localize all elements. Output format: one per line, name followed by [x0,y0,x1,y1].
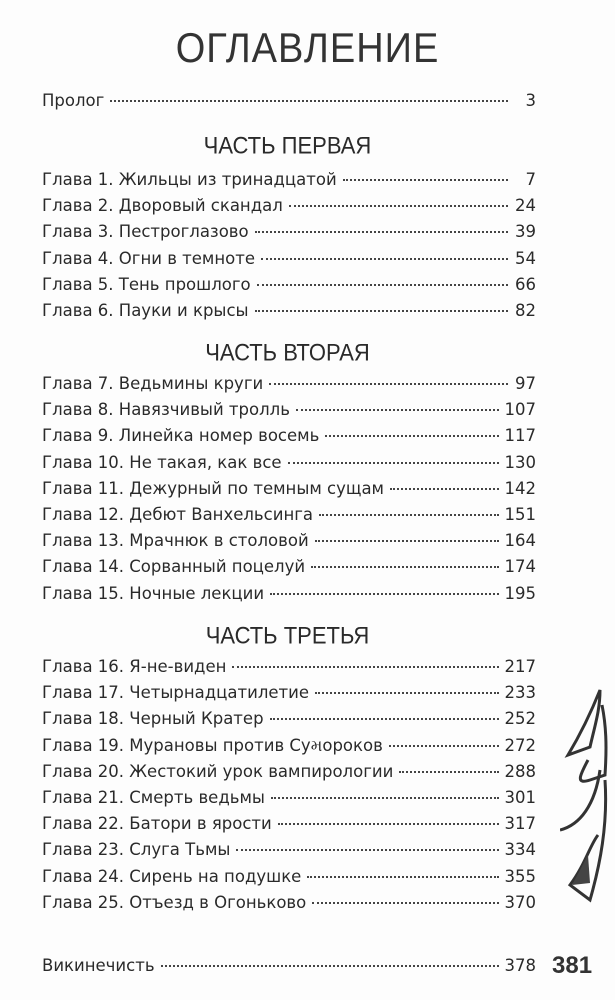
entry-page: 151 [504,505,536,524]
entry-title: Глава 23. Слуга Тьмы [42,840,231,860]
entry-page: 233 [504,683,536,703]
toc-entry[interactable] [42,301,536,325]
entry-title: Глава 1. Жильцы из тринадцатой [42,170,337,189]
entry-page: 66 [515,274,536,294]
dot-leader [255,231,508,233]
entry-title: Глава 22. Батори в ярости [42,814,272,834]
dot-leader [288,462,499,464]
toc-entry[interactable] [42,788,536,812]
toc-entry[interactable] [42,453,536,477]
part-heading: ЧАСТЬ ТРЕТЬЯ [205,621,370,650]
entry-page: 97 [515,374,536,393]
ornament-eye-drawing [560,685,610,915]
entry-title: Глава 16. Я-не-виден [42,657,227,676]
entry-page: 378 [504,956,536,975]
entry-page: 334 [504,840,536,860]
entry-title: Глава 17. Четырнадцатилетие [42,683,310,703]
dot-leader [278,823,499,825]
entry-page: 288 [504,761,536,781]
entry-title: Глава 20. Жестокий урок вампирологии [42,761,394,781]
toc-entry[interactable] [42,584,536,608]
dot-leader [315,692,498,694]
toc-entry[interactable] [42,426,536,450]
entry-page: 54 [515,248,536,268]
entry-title: Глава 13. Мрачнюк в столовой [42,531,309,551]
dot-leader [236,849,498,851]
entry-page: 272 [504,735,536,755]
entry-page: 355 [504,866,536,886]
toc-entry[interactable] [42,91,536,115]
entry-page: 164 [504,531,536,551]
entry-title: Глава 24. Сирень на подушке [42,866,302,886]
toc-entry[interactable] [42,814,536,838]
entry-title: Глава 8. Навязчивый тролль [42,400,290,420]
toc-entry[interactable] [42,374,536,398]
dot-leader [325,435,498,437]
dot-leader [307,876,498,878]
toc-entry[interactable] [42,683,536,707]
entry-page: 301 [504,788,536,807]
dot-leader [255,310,508,312]
entry-page: 3 [525,91,536,110]
entry-page: 7 [525,170,536,189]
entry-page: 217 [504,657,536,676]
entry-title: Глава 15. Ночные лекции [42,583,265,603]
toc-entry[interactable] [42,956,536,980]
toc-entry[interactable] [42,893,536,917]
entry-page: 317 [504,814,536,834]
entry-title: Глава 11. Дежурный по темным сущам [42,478,384,498]
dot-leader [343,179,508,181]
toc-entry[interactable] [42,275,536,299]
toc-entry[interactable] [42,505,536,529]
toc-entry[interactable] [42,170,536,194]
entry-page: 174 [504,557,536,577]
entry-title: Глава 5. Тень прошлого [42,274,251,294]
entry-page: 39 [515,222,536,242]
dot-leader [289,205,508,207]
entry-title: Глава 3. Пестроглазово [42,222,249,242]
dot-leader [270,718,499,720]
toc-entry[interactable] [42,657,536,681]
entry-page: 252 [504,709,536,729]
toc-entry[interactable] [42,709,536,733]
entry-title: Глава 14. Сорванный поцелуй [42,557,306,577]
entry-page: 24 [515,196,536,216]
entry-page: 142 [504,478,536,498]
entry-title: Глава 10. Не такая, как все [42,452,282,472]
toc-entry[interactable] [42,867,536,891]
toc-entry[interactable] [42,736,536,760]
dot-leader [269,383,508,385]
entry-title: Глава 7. Ведьмины круги [42,374,264,393]
entry-title: Пролог [42,91,105,110]
toc-entry[interactable] [42,479,536,503]
dot-leader [315,540,499,542]
toc-entry[interactable] [42,531,536,555]
dot-leader [296,409,499,411]
dot-leader [399,771,498,773]
entry-title: Глава 25. Отъезд в Огоньково [42,892,307,912]
entry-page: 130 [504,452,536,472]
page-title: ОГЛАВЛЕНИЕ [175,25,440,73]
dot-leader [271,797,499,799]
entry-title: Глава 21. Смерть ведьмы [42,788,265,807]
toc-entry[interactable] [42,400,536,424]
dot-leader [311,566,498,568]
dot-leader [261,258,508,260]
dot-leader [319,514,498,516]
entry-title: Глава 12. Дебют Ванхельсинга [42,505,314,524]
dot-leader [389,745,499,747]
dot-leader [257,284,508,286]
dot-leader [232,666,498,668]
entry-title: Глава 4. Огни в темноте [42,248,256,268]
entry-page: 117 [504,426,536,446]
entry-title: Глава 9. Линейка номер восемь [42,426,320,446]
part-heading: ЧАСТЬ ПЕРВАЯ [203,131,372,160]
entry-title: Глава 2. Дворовый скандал [42,196,283,216]
entry-title: Глава 6. Пауки и крысы [42,301,249,320]
entry-page: 107 [504,400,536,420]
toc-entry[interactable] [42,762,536,786]
toc-entry[interactable] [42,196,536,220]
dot-leader [270,593,498,595]
entry-page: 82 [515,301,536,320]
toc-entry[interactable] [42,249,536,273]
entry-title: Глава 18. Черный Кратер [42,709,264,729]
dot-leader [390,488,499,490]
toc-entry[interactable] [42,222,536,246]
entry-title: Викинечисть [42,956,155,975]
dot-leader [312,902,498,904]
toc-entry[interactable] [42,557,536,581]
dot-leader [110,100,508,102]
entry-title: Глава 19. Мурановы против Суમороков [42,735,383,755]
toc-entry[interactable] [42,840,536,864]
entry-page: 195 [504,583,536,603]
part-heading: ЧАСТЬ ВТОРАЯ [205,338,370,367]
entry-page: 370 [504,892,536,912]
page-number: 381 [552,952,593,979]
dot-leader [161,965,499,967]
